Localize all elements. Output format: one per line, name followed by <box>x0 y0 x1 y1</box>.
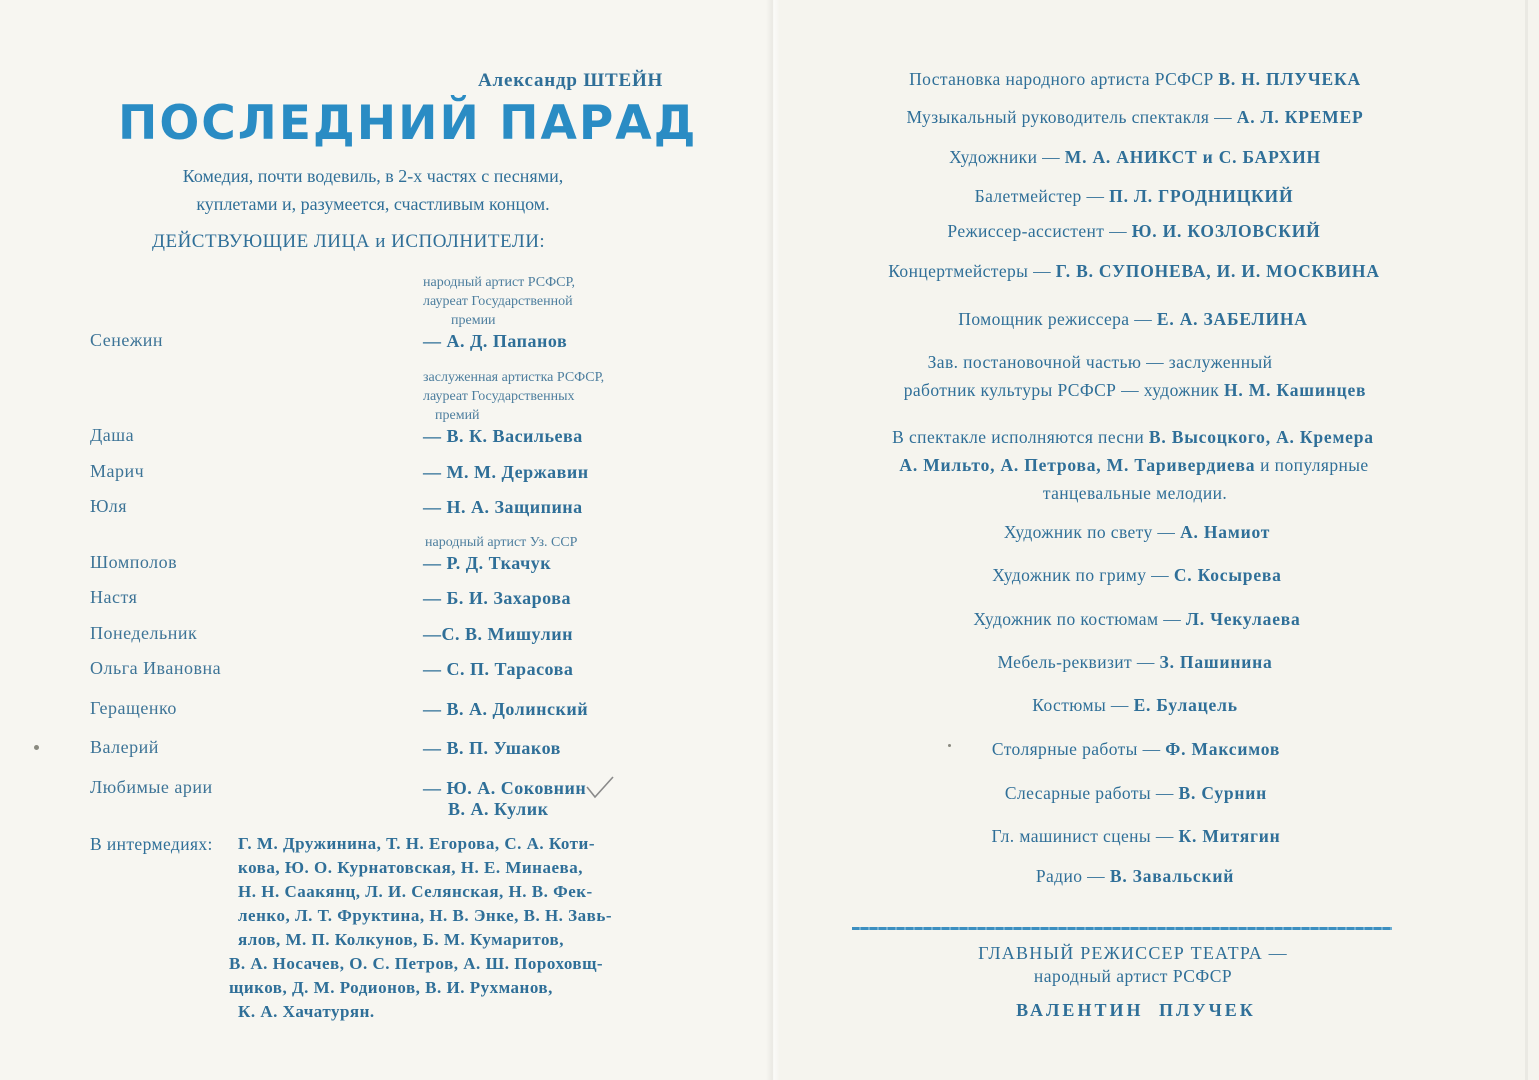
cast-role: Ольга Ивановна <box>90 658 222 678</box>
intermedia-line: Г. М. Дружинина, Т. Н. Егорова, С. А. Коти- <box>238 834 595 853</box>
staff-credit: Гл. машинист сцены — К. Митягин <box>991 826 1281 846</box>
ink-speck <box>34 745 39 750</box>
staff-credit: Костюмы — Е. Булацель <box>1032 695 1238 715</box>
cast-role: Шомполов <box>90 552 178 572</box>
cast-actor: — Ю. А. Соковнин <box>423 778 587 798</box>
cast-role: Настя <box>90 587 138 607</box>
cast-actor: — А. Д. Папанов <box>423 331 568 351</box>
cast-role: Валерий <box>90 737 159 757</box>
cast-actor: В. А. Кулик <box>448 799 549 819</box>
cast-note: народный артист Уз. ССР <box>425 535 578 550</box>
intermedia-line: щиков, Д. М. Родионов, В. И. Рухманов, <box>229 978 553 997</box>
staff-credit: Слесарные работы — В. Сурнин <box>1004 783 1268 803</box>
cast-role: Сенежин <box>90 330 164 350</box>
cast-heading: ДЕЙСТВУЮЩИЕ ЛИЦА и ИСПОЛНИТЕЛИ: <box>152 231 546 252</box>
cast-role: Понедельник <box>90 623 198 643</box>
ink-speck <box>948 744 951 747</box>
cast-actor: — Н. А. Защипина <box>423 497 583 517</box>
staff-credit: Радио — В. Завальский <box>1035 866 1235 886</box>
credit-music: Музыкальный руководитель спектакля — А. Л. КРЕМЕР <box>906 107 1364 127</box>
cast-role: Любимые арии <box>90 777 213 797</box>
edge-crease <box>1525 0 1528 1080</box>
cast-note: заслуженная артистка РСФСР, лауреат Государственных премий <box>423 370 605 423</box>
credit-ballet: Балетмейстер — П. Л. ГРОДНИЦКИЙ <box>974 186 1294 206</box>
cast-role: Даша <box>90 425 135 445</box>
page-fold <box>766 0 780 1080</box>
cast-actor: — В. А. Долинский <box>423 699 589 719</box>
staff-credit: Художник по гриму — С. Косырева <box>992 565 1282 585</box>
staff-credit: Столярные работы — Ф. Максимов <box>991 739 1281 759</box>
credit-assistant-director: Помощник режиссера — Е. А. ЗАБЕЛИНА <box>958 309 1308 329</box>
songs-line-1: В спектакле исполняются песни В. Высоцкого, А. Кремера <box>892 427 1374 447</box>
intermedia-label: В интермедиях: <box>90 834 213 854</box>
check-mark-icon <box>585 775 615 801</box>
subtitle-line-1: Комедия, почти водевиль, в 2-х частях с песнями, <box>182 166 564 186</box>
intermedia-line: кова, Ю. О. Курнатовская, Н. Е. Минаева, <box>238 858 583 877</box>
intermedia-line: К. А. Хачатурян. <box>238 1002 375 1021</box>
divider-rule <box>852 927 1392 930</box>
cast-actor: — М. М. Державин <box>423 462 589 482</box>
credit-accompanists: Концертмейстеры — Г. В. СУПОНЕВА, И. И. МОСКВИНА <box>888 261 1380 281</box>
intermedia-line: ялов, М. П. Колкунов, Б. М. Кумаритов, <box>238 930 564 949</box>
staff-credit: Мебель-реквизит — З. Пашинина <box>997 652 1273 672</box>
cast-role: Марич <box>90 461 145 481</box>
cast-actor: — В. К. Васильева <box>423 426 583 446</box>
staff-credit: Художник по костюмам — Л. Чекулаева <box>973 609 1301 629</box>
cast-role: Юля <box>90 496 128 516</box>
zav-line-1: Зав. постановочной частью — заслуженный <box>927 352 1273 372</box>
songs-line-3: танцевальные мелодии. <box>1042 483 1228 503</box>
cast-role: Геращенко <box>90 698 177 718</box>
director-title-line-2: народный артист РСФСР <box>1033 966 1233 986</box>
cast-actor: — Р. Д. Ткачук <box>423 553 552 573</box>
intermedia-line: В. А. Носачев, О. С. Петров, А. Ш. Пороховщ- <box>229 954 604 973</box>
author: Александр ШТЕЙН <box>478 70 664 91</box>
cast-actor: — Б. И. Захарова <box>423 588 571 608</box>
staff-credit: Художник по свету — А. Намиот <box>1003 522 1271 542</box>
credit-director: Постановка народного артиста РСФСР В. Н. ПЛУЧЕКА <box>909 69 1361 89</box>
intermedia-line: Н. Н. Саакянц, Л. И. Селянская, Н. В. Фек- <box>238 882 593 901</box>
director-title-line-1: ГЛАВНЫЙ РЕЖИССЕР ТЕАТРА — <box>978 943 1288 963</box>
intermedia-line: ленко, Л. Т. Фруктина, Н. В. Энке, В. Н. Завь- <box>238 906 612 925</box>
credit-artists: Художники — М. А. АНИКСТ и С. БАРХИН <box>949 147 1321 167</box>
director-name: ВАЛЕНТИН ПЛУЧЕК <box>1016 1000 1256 1020</box>
subtitle-line-2: куплетами и, разумеется, счастливым концом. <box>196 194 550 214</box>
credit-assistant: Режиссер-ассистент — Ю. И. КОЗЛОВСКИЙ <box>947 221 1321 241</box>
cast-actor: — С. П. Тарасова <box>423 659 574 679</box>
play-title: ПОСЛЕДНИЙ ПАРАД <box>118 96 698 151</box>
songs-line-2: А. Мильто, А. Петрова, М. Таривердиева и популярные <box>899 455 1369 475</box>
cast-actor: —С. В. Мишулин <box>423 624 573 644</box>
cast-actor: — В. П. Ушаков <box>423 738 561 758</box>
cast-note: народный артист РСФСР, лауреат Государственной премии <box>423 275 576 328</box>
zav-line-2: работник культуры РСФСР — художник Н. М. Кашинцев <box>903 380 1367 400</box>
